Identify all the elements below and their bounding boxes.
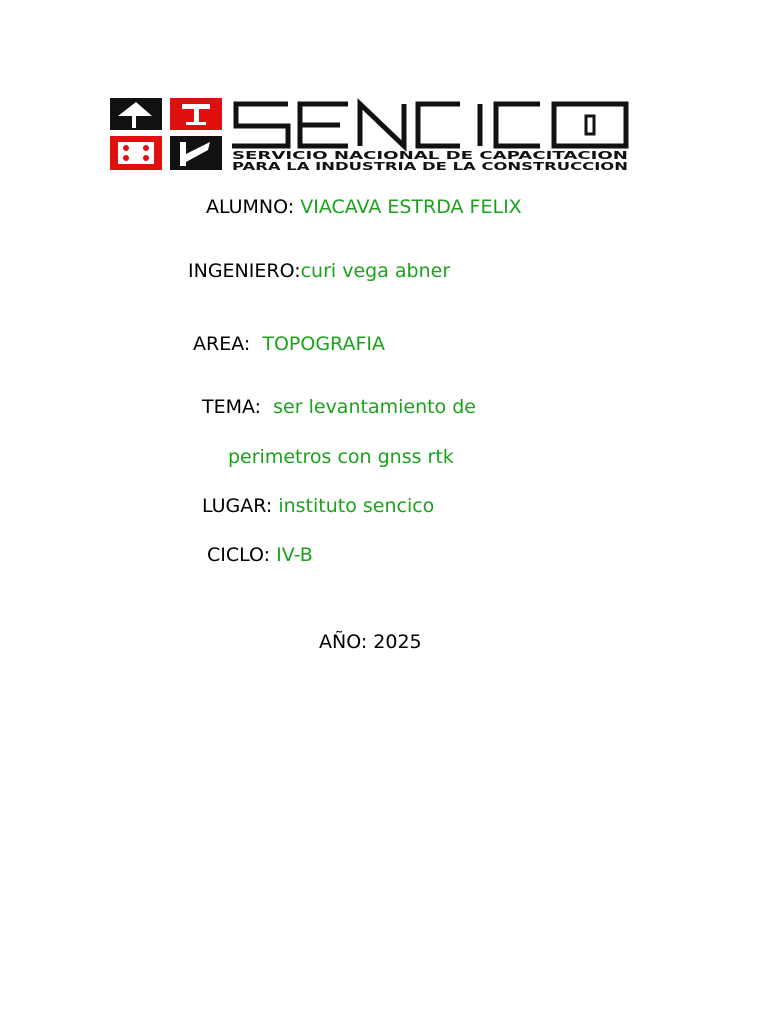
sencico-logo (108, 96, 632, 172)
anio-label: AÑO: 2025 (319, 631, 422, 653)
lugar-line (202, 494, 434, 518)
ciclo-line (207, 543, 313, 567)
lugar-label: LUGAR: (202, 495, 279, 517)
ciclo-label: CICLO: (207, 544, 277, 566)
logo-tagline-line1: SERVICIO NACIONAL DE CAPACITACION (232, 149, 628, 162)
area-line (193, 332, 385, 356)
ingeniero-line (188, 259, 450, 283)
ingeniero-label: INGENIERO: (188, 260, 301, 282)
sencico-wordmark (232, 104, 626, 146)
arrow-icon (170, 136, 222, 170)
logo-tagline-line2: PARA LA INDUSTRIA DE LA CONSTRUCCION (232, 160, 628, 172)
area-label: AREA: (193, 333, 263, 355)
tema-line-2 (228, 445, 454, 469)
trowel-icon (110, 98, 162, 130)
t-square-icon (170, 98, 222, 130)
area-value: TOPOGRAFIA (262, 333, 386, 355)
alumno-label: ALUMNO: (206, 196, 301, 218)
ingeniero-value: curi vega abner (300, 260, 451, 282)
block-icon (110, 136, 162, 170)
alumno-line (206, 195, 522, 219)
tema-value-line2: perimetros con gnss rtk (228, 446, 454, 468)
lugar-value: instituto sencico (278, 495, 435, 517)
ciclo-value: IV-B (276, 544, 313, 566)
tema-label: TEMA: (202, 396, 274, 418)
anio-line (319, 630, 422, 654)
tema-value: ser levantamiento de (273, 396, 476, 418)
tema-line (202, 395, 476, 419)
alumno-value: VIACAVA ESTRDA FELIX (300, 196, 522, 218)
